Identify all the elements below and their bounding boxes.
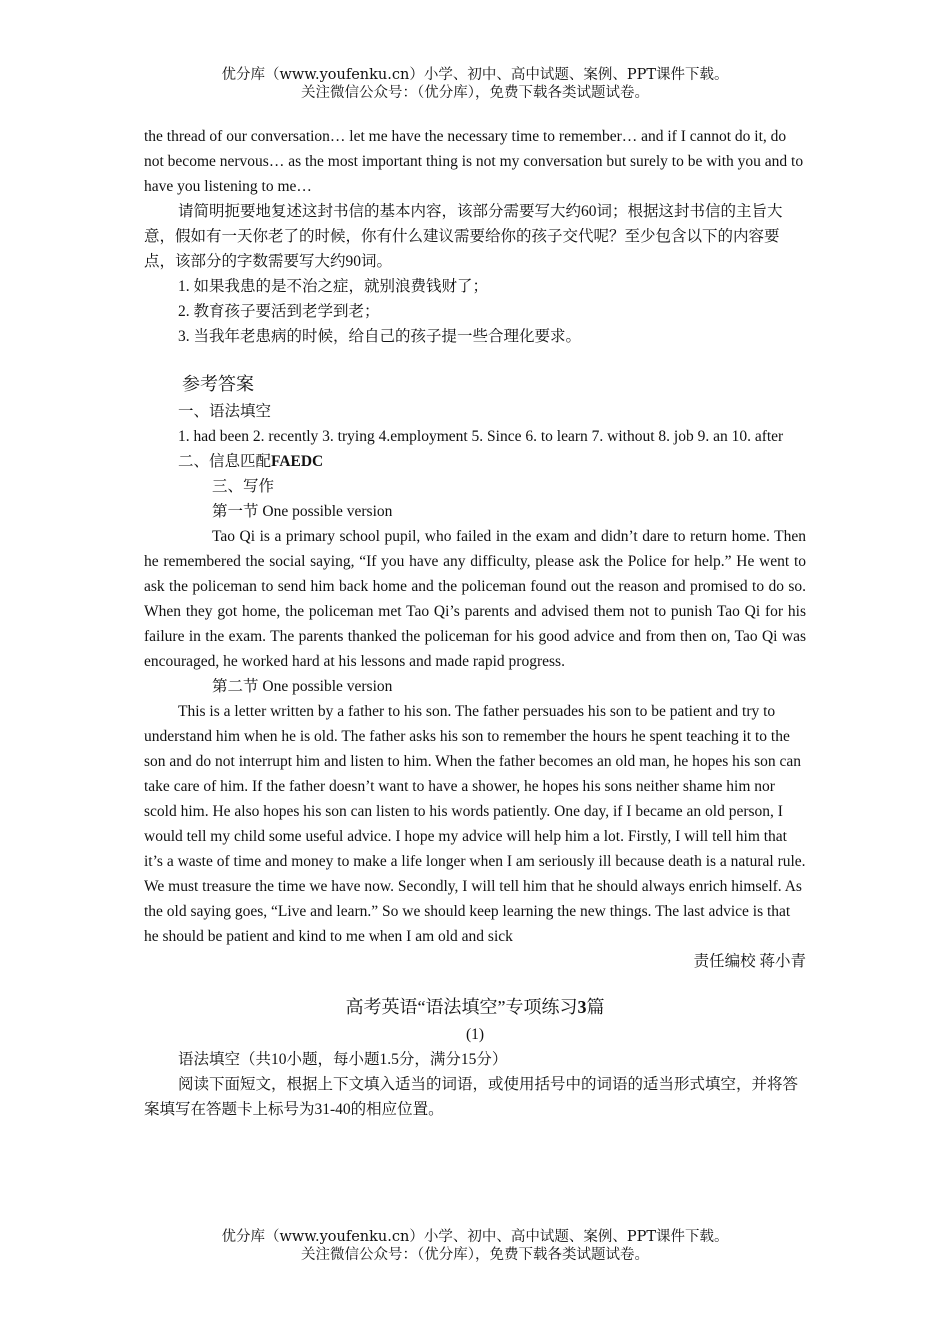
- header-line-1: 优分库（www.youfenku.cn）小学、初中、高中试题、案例、PPT课件下载。: [221, 67, 729, 83]
- footer-line-1: 优分库（www.youfenku.cn）小学、初中、高中试题、案例、PPT课件下载。: [221, 1229, 729, 1245]
- task-point-1: 1. 如果我患的是不治之症，就别浪费钱财了；: [178, 278, 489, 295]
- section2-answer: FAEDC: [271, 453, 324, 470]
- next-section-title: [144, 992, 806, 1022]
- part2-text: This is a letter written by a father to his son. The father persuades his son to be patient and try to understand him when he is old. The father asks his son to remember the hours he spent teaching it to the son and do not interrupt him and listen to him. When the father becomes an old man, he hopes his son can take care of him. If the father doesn’t want to have a shower, he hopes his sons neither shame him nor scold him. He also hopes his son can listen to his words patiently. One day, if I became an old person, I would tell my child some useful advice. I hope my advice will help him a lot. Firstly, I will tell him that it’s a waste of time and money to make a life longer when I am seriously ill because death is a natural rule. We must treasure the time we have now. Secondly, I will tell him that he should always enrich himself. As the old saying goes, “Live and learn.” So we should keep learning the new things. The last advice is that he should be patient and kind to me when I am old and sick: [144, 703, 806, 945]
- header-line-2: 关注微信公众号：（优分库），免费下载各类试题试卷。: [301, 85, 649, 101]
- page-header: [0, 66, 950, 102]
- editor-name: 蒋小青: [759, 952, 806, 970]
- editor-label: 责任编校: [693, 953, 756, 970]
- section2-label: 二、信息匹配: [178, 453, 272, 470]
- section2-line: [144, 449, 806, 474]
- letter-ending: the thread of our conversation… let me have the necessary time to remember… and if I cannot do it, do not become nervous… as the most important thing is not my conversation but surely to be with you and to have you listening to me…: [144, 128, 804, 195]
- answers-heading: 参考答案: [182, 374, 254, 394]
- next-section-subtitle: (1): [465, 1026, 485, 1043]
- page-footer: [0, 1228, 950, 1264]
- task-instruction: 请简明扼要地复述这封书信的基本内容，该部分需要写大约60词；根据这封书信的主旨大意，假如有一天你老了的时候，你有什么建议需要给你的孩子交代呢？至少包含以下的内容要点，该部分的字数需要写大约90词。: [144, 203, 783, 270]
- task-point-3: 3. 当我年老患病的时候，给自己的孩子提一些合理化要求。: [178, 328, 582, 345]
- section1-title: 一、语法填空: [178, 403, 272, 420]
- title-pre: 高考英语“语法填空”专项练习: [345, 997, 578, 1017]
- editor-credit: [144, 949, 806, 974]
- section3-title: 三、写作: [212, 478, 275, 495]
- footer-line-2: 关注微信公众号：（优分库），免费下载各类试题试卷。: [301, 1247, 649, 1263]
- part2-title: 第二节 One possible version: [212, 678, 393, 695]
- part1-title: 第一节 One possible version: [212, 503, 393, 520]
- title-number: 3: [577, 997, 587, 1017]
- next-section-instruction: 阅读下面短文，根据上下文填入适当的词语，或使用括号中的词语的适当形式填空，并将答案填写在答题卡上标号为31-40的相应位置。: [144, 1076, 799, 1118]
- spacer: [144, 349, 806, 369]
- section1-answers: 1. had been 2. recently 3. trying 4.employment 5. Since 6. to learn 7. without 8. job 9. an 10. after: [178, 428, 784, 445]
- page-content: [144, 124, 806, 1122]
- task-point-2: 2. 教育孩子要活到老学到老；: [178, 303, 380, 320]
- title-post: 篇: [586, 997, 605, 1017]
- next-section-rule: 语法填空（共10小题，每小题1.5分，满分15分）: [178, 1051, 508, 1068]
- part1-text: Tao Qi is a primary school pupil, who failed in the exam and didn’t dare to return home. Then he remembered the social saying, “If you have any difficulty, please ask the Police for help.” He went to ask the policeman to send him back home and the policeman found out the reason and promised to do so. When they got home, the policeman met Tao Qi’s parents and advised them not to punish Tao Qi for his failure in the exam. The parents thanked the policeman for his good advice and from then on, Tao Qi was encouraged, he worked hard at his lessons and made rapid progress.: [144, 528, 806, 670]
